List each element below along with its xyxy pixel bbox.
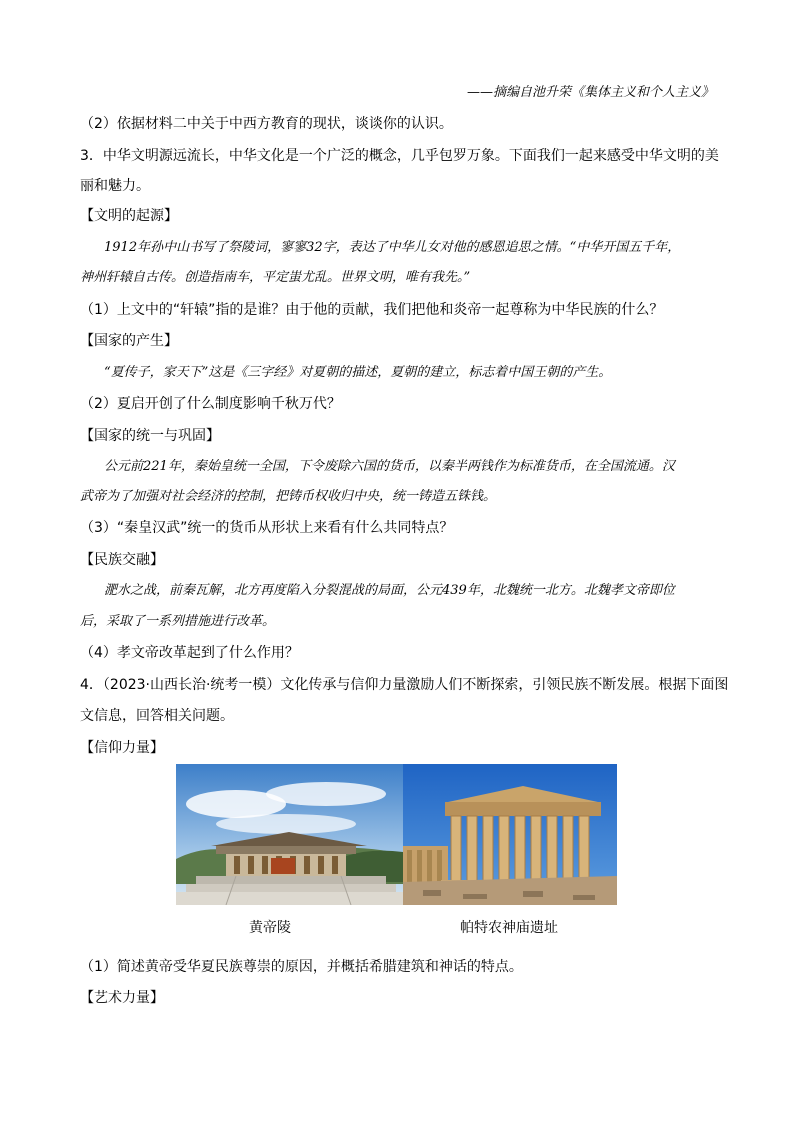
question-4-1: （1）简述黄帝受华夏民族尊崇的原因，并概括希腊建筑和神话的特点。: [80, 959, 523, 975]
origin-text-line1: 1912年孙中山书写了祭陵词，寥寥32字，表达了中华儿女对他的感恩追思之情。“中华开国五千年，: [104, 240, 681, 255]
section-heading-state: 【国家的产生】: [80, 333, 178, 349]
huangdi-mausoleum-illustration: [176, 764, 403, 905]
parthenon-ruins-image: [403, 764, 617, 905]
q3-intro-line1: 3．中华文明源远流长，中华文化是一个广泛的概念，几乎包罗万象。下面我们一起来感受中华文明的美: [80, 148, 719, 164]
fusion-text-line2: 后，采取了一系列措施进行改革。: [80, 614, 276, 629]
unification-text-line2: 武帝为了加强对社会经济的控制，把铸币权收归中央，统一铸造五铢钱。: [80, 489, 497, 504]
unification-text-line1: 公元前221年，秦始皇统一全国，下令废除六国的货币，以秦半两钱作为标准货币，在全国流通。汉: [104, 459, 675, 474]
question-2-prev: （2）依据材料二中关于中西方教育的现状，谈谈你的认识。: [80, 116, 453, 132]
state-text: “夏传子，家天下”这是《三字经》对夏朝的描述，夏朝的建立，标志着中国王朝的产生。: [104, 365, 612, 380]
section-heading-fusion: 【民族交融】: [80, 552, 164, 568]
section-heading-art: 【艺术力量】: [80, 990, 164, 1006]
fusion-text-line1: 淝水之战，前秦瓦解，北方再度陷入分裂混战的局面，公元439年，北魏统一北方。北魏孝文帝即位: [104, 583, 675, 598]
section-heading-unification: 【国家的统一与巩固】: [80, 428, 220, 444]
question-3-1: （1）上文中的“轩辕”指的是谁？由于他的贡献，我们把他和炎帝一起尊称为中华民族的什么？: [80, 302, 664, 318]
source-citation: ——摘编自池升荣《集体主义和个人主义》: [466, 85, 714, 100]
q3-intro-line2: 丽和魅力。: [80, 178, 150, 194]
question-3-3: （3）“秦皇汉武”统一的货币从形状上来看有什么共同特点？: [80, 520, 454, 536]
section-heading-belief: 【信仰力量】: [80, 740, 164, 756]
q4-intro-line1: 4．（2023·山西长治·统考一模）文化传承与信仰力量激励人们不断探索，引领民族不断发展。根据下面图: [80, 677, 729, 693]
question-3-4: （4）孝文帝改革起到了什么作用？: [80, 645, 299, 661]
section-heading-origin: 【文明的起源】: [80, 208, 178, 224]
caption-huangdi-mausoleum: 黄帝陵: [249, 920, 291, 936]
q4-intro-line2: 文信息，回答相关问题。: [80, 708, 234, 724]
origin-text-line2: 神州轩辕自古传。创造指南车，平定蚩尤乱。世界文明，唯有我先。”: [80, 270, 471, 285]
caption-parthenon: 帕特农神庙遗址: [460, 920, 558, 936]
parthenon-illustration: [403, 764, 617, 905]
huangdi-mausoleum-image: [176, 764, 403, 905]
question-3-2: （2）夏启开创了什么制度影响千秋万代？: [80, 396, 341, 412]
